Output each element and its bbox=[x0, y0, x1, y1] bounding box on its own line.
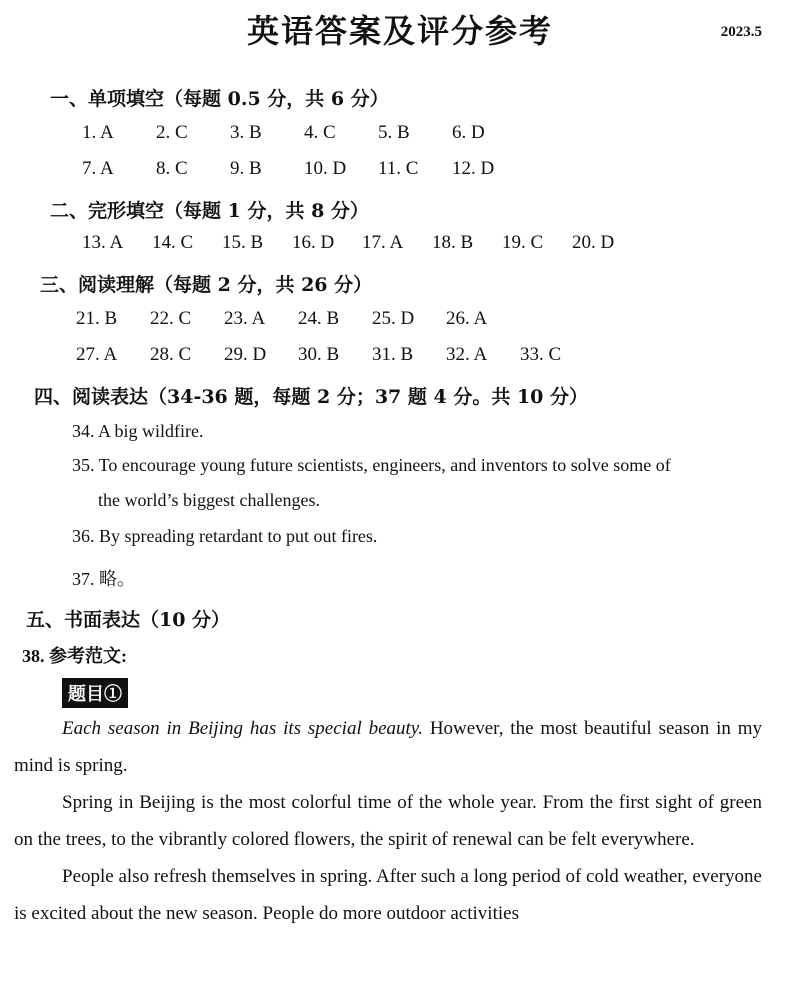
topic-badge: 题目① bbox=[62, 678, 128, 708]
answer-item: 27. A bbox=[76, 344, 118, 365]
answer-item: 5. B bbox=[378, 122, 410, 143]
section-1-heading: 一、单项填空（每题 0.5 分，共 6 分） bbox=[50, 88, 389, 110]
answer-item: 19. C bbox=[502, 232, 544, 253]
answer-item: 13. A bbox=[82, 232, 124, 253]
answer-item: 22. C bbox=[150, 308, 192, 329]
section-5-heading: 五、书面表达（10 分） bbox=[26, 609, 231, 631]
answer-item: 17. A bbox=[362, 232, 404, 253]
answer-item: 12. D bbox=[452, 158, 495, 179]
answer-34: 34. A big wildfire. bbox=[72, 421, 204, 441]
answer-item: 3. B bbox=[230, 122, 262, 143]
answer-item: 8. C bbox=[156, 158, 188, 179]
question-38-label: 38. 参考范文: bbox=[22, 646, 127, 666]
answer-item: 24. B bbox=[298, 308, 340, 329]
answer-item: 18. B bbox=[432, 232, 474, 253]
answer-item: 30. B bbox=[298, 344, 340, 365]
answer-item: 31. B bbox=[372, 344, 414, 365]
section-3-row-2 bbox=[76, 344, 594, 366]
exam-date: 2023.5 bbox=[720, 24, 762, 40]
answer-37: 37. 略。 bbox=[72, 569, 135, 589]
section-2-heading: 二、完形填空（每题 1 分，共 8 分） bbox=[50, 200, 369, 222]
section-3-row-1 bbox=[76, 308, 520, 330]
answer-item: 4. C bbox=[304, 122, 336, 143]
answer-item: 1. A bbox=[82, 122, 114, 143]
answer-item: 16. D bbox=[292, 232, 335, 253]
essay-paragraph-2: Spring in Beijing is the most colorful time of the whole year. From the first sight of green on the trees, to the vibrantly colored flowers, the spirit of renewal can be felt everywhere. bbox=[14, 792, 762, 850]
essay-paragraph-3: People also refresh themselves in spring. After such a long period of cold weather, everyone is excited about the new season. People do more outdoor activities bbox=[14, 866, 762, 924]
model-essay bbox=[14, 710, 762, 932]
answer-item: 21. B bbox=[76, 308, 118, 329]
answer-item: 33. C bbox=[520, 344, 562, 365]
answer-item: 10. D bbox=[304, 158, 347, 179]
answer-item: 11. C bbox=[378, 158, 419, 179]
answer-item: 26. A bbox=[446, 308, 488, 329]
section-1-row-1 bbox=[82, 122, 526, 144]
answer-item: 14. C bbox=[152, 232, 194, 253]
section-2-row-1 bbox=[82, 232, 642, 254]
answer-item: 23. A bbox=[224, 308, 266, 329]
section-1-row-2 bbox=[82, 158, 526, 180]
answer-item: 2. C bbox=[156, 122, 188, 143]
essay-paragraph-1-rest: However, the most beautiful season in my mind is spring. bbox=[14, 718, 762, 776]
answer-36: 36. By spreading retardant to put out fires. bbox=[72, 526, 378, 546]
page-title: 英语答案及评分参考 bbox=[246, 12, 553, 50]
answer-item: 6. D bbox=[452, 122, 485, 143]
answer-item: 7. A bbox=[82, 158, 114, 179]
answer-item: 20. D bbox=[572, 232, 615, 253]
answer-35-line-1: 35. To encourage young future scientists, engineers, and inventors to solve some of bbox=[72, 455, 671, 475]
answer-item: 25. D bbox=[372, 308, 415, 329]
answer-item: 29. D bbox=[224, 344, 267, 365]
essay-topic-sentence: Each season in Beijing has its special beauty. bbox=[62, 718, 423, 739]
answer-item: 28. C bbox=[150, 344, 192, 365]
essay-paragraph-1 bbox=[14, 710, 762, 784]
answer-item: 32. A bbox=[446, 344, 488, 365]
answer-35-line-2: the world’s biggest challenges. bbox=[98, 490, 320, 510]
section-3-heading: 三、阅读理解（每题 2 分，共 26 分） bbox=[40, 274, 373, 296]
section-4-heading: 四、阅读表达（34-36 题，每题 2 分；37 题 4 分。共 10 分） bbox=[34, 386, 589, 408]
answer-item: 9. B bbox=[230, 158, 262, 179]
answer-item: 15. B bbox=[222, 232, 264, 253]
